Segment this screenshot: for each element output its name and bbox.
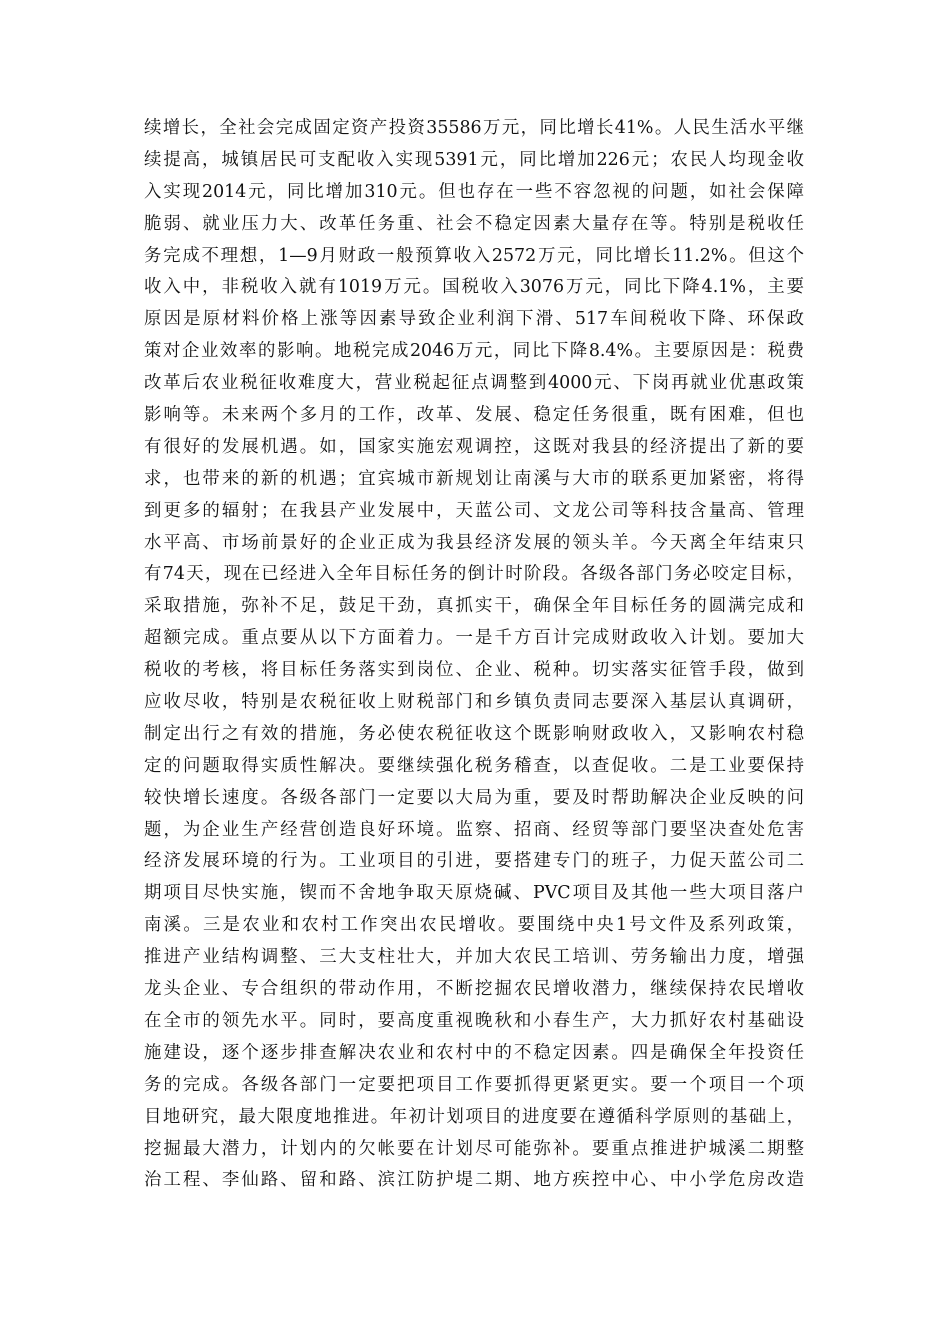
text-line: 税收的考核，将目标任务落实到岗位、企业、税种。切实落实征管手段，做到 [144, 660, 804, 681]
text-line: 龙头企业、专合组织的带动作用，不断挖掘农民增收潜力，继续保持农民增收 [144, 979, 804, 1000]
text-line: 有74天，现在已经进入全年目标任务的倒计时阶段。各级各部门务必咬定目标， [144, 564, 804, 585]
text-line: 续提高，城镇居民可支配收入实现5391元，同比增加226元；农民人均现金收 [144, 149, 804, 170]
text-line: 采取措施，弥补不足，鼓足干劲，真抓实干，确保全年目标任务的圆满完成和 [144, 596, 804, 617]
text-line: 改革后农业税征收难度大，营业税起征点调整到4000元、下岗再就业优惠政策 [144, 373, 804, 394]
text-line: 较快增长速度。各级各部门一定要以大局为重，要及时帮助解决企业反映的问 [144, 787, 804, 808]
text-line: 收入中，非税收入就有1019万元。国税收入3076万元，同比下降4.1%，主要 [144, 277, 804, 298]
text-line: 务完成不理想，1—9月财政一般预算收入2572万元，同比增长11.2%。但这个 [144, 245, 804, 266]
text-line: 南溪。三是农业和农村工作突出农民增收。要围绕中央1号文件及系列政策， [144, 915, 804, 936]
text-line: 务的完成。各级各部门一定要把项目工作要抓得更紧更实。要一个项目一个项 [144, 1074, 804, 1095]
text-line: 挖掘最大潜力，计划内的欠帐要在计划尽可能弥补。要重点推进护城溪二期整 [144, 1138, 804, 1159]
text-line: 到更多的辐射；在我县产业发展中，天蓝公司、文龙公司等科技含量高、管理 [144, 500, 804, 521]
text-line: 目地研究，最大限度地推进。年初计划项目的进度要在遵循科学原则的基础上， [144, 1106, 804, 1127]
text-line: 求，也带来的新的机遇；宜宾城市新规划让南溪与大市的联系更加紧密，将得 [144, 468, 804, 489]
text-line: 有很好的发展机遇。如，国家实施宏观调控，这既对我县的经济提出了新的要 [144, 436, 804, 457]
text-line: 脆弱、就业压力大、改革任务重、社会不稳定因素大量存在等。特别是税收任 [144, 213, 804, 234]
text-line: 在全市的领先水平。同时，要高度重视晚秋和小春生产，大力抓好农村基础设 [144, 1010, 804, 1031]
text-line: 续增长，全社会完成固定资产投资35586万元，同比增长41%。人民生活水平继 [144, 118, 804, 138]
text-line: 应收尽收，特别是农税征收上财税部门和乡镇负责同志要深入基层认真调研， [144, 692, 804, 713]
body-text [144, 113, 804, 1197]
text-line: 制定出行之有效的措施，务必使农税征收这个既影响财政收入，又影响农村稳 [144, 723, 804, 744]
text-line: 超额完成。重点要从以下方面着力。一是千方百计完成财政收入计划。要加大 [144, 628, 804, 649]
text-line: 水平高、市场前景好的企业正成为我县经济发展的领头羊。今天离全年结束只 [144, 532, 804, 553]
text-line: 策对企业效率的影响。地税完成2046万元，同比下降8.4%。主要原因是：税费 [144, 341, 804, 362]
text-line: 经济发展环境的行为。工业项目的引进，要搭建专门的班子，力促天蓝公司二 [144, 851, 804, 872]
text-line: 原因是原材料价格上涨等因素导致企业利润下滑、517车间税收下降、环保政 [144, 309, 804, 330]
text-line: 推进产业结构调整、三大支柱壮大，并加大农民工培训、劳务输出力度，增强 [144, 947, 804, 968]
text-line: 治工程、李仙路、留和路、滨江防护堤二期、地方疾控中心、中小学危房改造 [144, 1170, 804, 1191]
text-line: 定的问题取得实质性解决。要继续强化税务稽查，以查促收。二是工业要保持 [144, 755, 804, 776]
text-line: 题，为企业生产经营创造良好环境。监察、招商、经贸等部门要坚决查处危害 [144, 819, 804, 840]
text-line: 期项目尽快实施，锲而不舍地争取天原烧碱、PVC项目及其他一些大项目落户 [144, 883, 804, 904]
text-line: 入实现2014元，同比增加310元。但也存在一些不容忽视的问题，如社会保障 [144, 181, 804, 202]
text-line: 施建设，逐个逐步排查解决农业和农村中的不稳定因素。四是确保全年投资任 [144, 1042, 804, 1063]
text-line: 影响等。未来两个多月的工作，改革、发展、稳定任务很重，既有困难，但也 [144, 405, 804, 426]
